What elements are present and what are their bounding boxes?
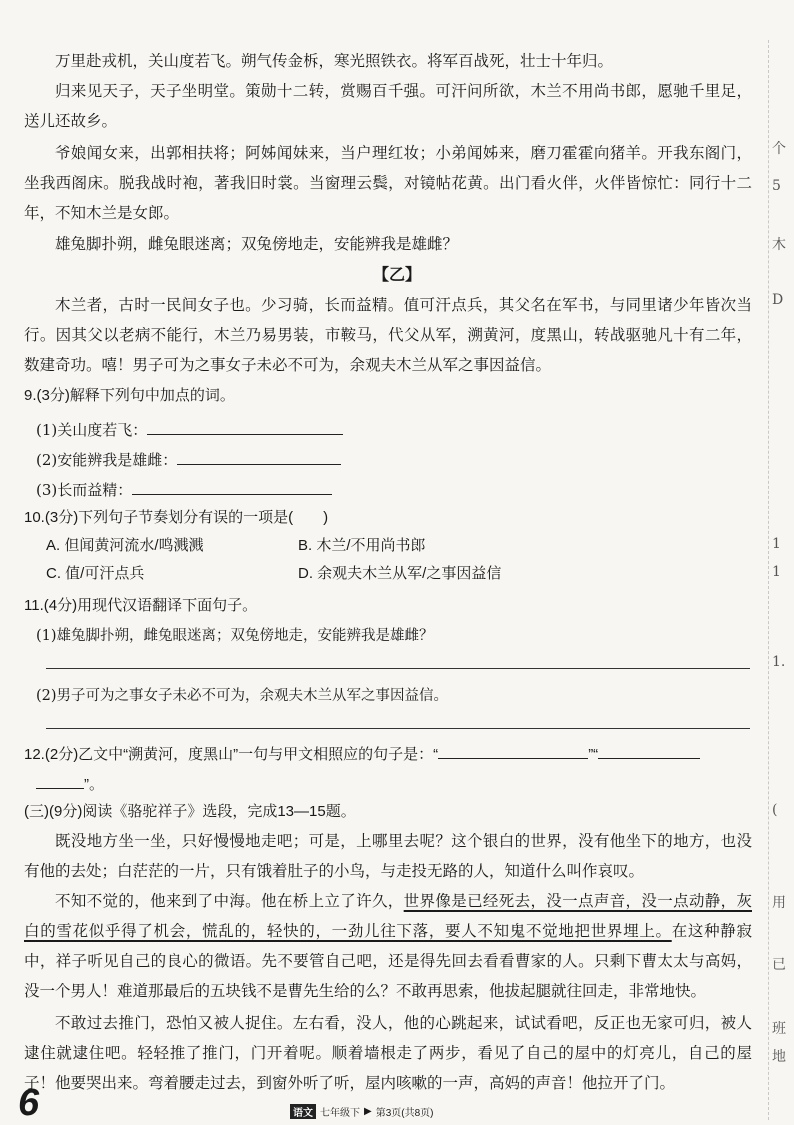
play-icon: ▶ [364, 1106, 372, 1117]
q11-stem: 11.(4分)用现代汉语翻译下面句子。 [24, 597, 258, 614]
section-b-title: 【乙】 [372, 265, 421, 284]
q12-answer-2a[interactable] [598, 742, 700, 759]
margin-char-12: 地 [772, 1049, 786, 1065]
q9-item-3 [36, 478, 332, 500]
section-b-text: 木兰者，古时一民间女子也。少习骑，长而益精。值可汗点兵，其父名在军书，与同里诸少年皆次当行。因其父以老病不能行，木兰乃易男装，市鞍马，代父从军，溯黄河，度黑山，转战驱驰凡十有二年，数建奇功。嘻！男子可为之事女子未必不可为，余观夫木兰从军之事因益信。 [24, 296, 752, 374]
q12-mid-quote: ”“ [588, 746, 599, 763]
q9-answer-1[interactable] [147, 418, 343, 435]
q11-item-2: (2)男子可为之事女子未必不可为，余观夫木兰从军之事因益信。 [36, 688, 449, 704]
margin-char-3: 木 [772, 237, 786, 253]
q12-stem-row [24, 742, 700, 764]
section-c-stem: (三)(9分)阅读《骆驼祥子》选段，完成13—15题。 [24, 803, 356, 820]
q11-answer-line-2[interactable] [46, 728, 750, 729]
q11-item-1: (1)雄兔脚扑朔，雌兔眼迷离；双兔傍地走，安能辨我是雄雌？ [36, 628, 434, 644]
margin-char-10: 已 [772, 957, 786, 973]
q10-stem: 10.(3分)下列句子节奏划分有误的一项是( ) [24, 509, 329, 526]
margin-char-2: 5 [772, 178, 781, 194]
footer [290, 1104, 434, 1119]
margin-char-11: 班 [772, 1021, 786, 1037]
q9-answer-3[interactable] [132, 478, 332, 495]
q10-option-c[interactable]: C. 值/可汗点兵 [46, 565, 145, 582]
section-c-para-2-a: 不知不觉的，他来到了中海。他在桥上立了许久， [55, 892, 404, 910]
margin-char-9: 用 [772, 895, 786, 911]
q12-answer-2b[interactable] [36, 772, 84, 789]
q10-option-a[interactable]: A. 但闻黄河流水/鸣溅溅 [46, 537, 204, 554]
margin-char-5: 1 [772, 536, 781, 552]
q9-item-3-label: (3)长而益精： [36, 481, 133, 499]
q9-item-1-label: (1)关山度若飞： [36, 421, 148, 439]
section-c-para-2 [24, 886, 752, 1006]
q9-stem: 9.(3分)解释下列句中加点的词。 [24, 387, 235, 404]
q9-answer-2[interactable] [177, 448, 341, 465]
q9-item-1 [36, 418, 343, 440]
section-c-para-3: 不敢过去推门，恐怕又被人捉住。左右看，没人，他的心跳起来，试试看吧，反正也无家可归，被人逮住就逮住吧。轻轻推了推门，门开着呢。顺着墙根走了两步，看见了自己的屋中的灯亮儿，自己的屋子！他要哭出来。弯着腰走过去，到窗外听了听，屋内咳嗽的一声，高妈的声音！他拉开了门。 [24, 1014, 752, 1092]
poem-line-4: 雄兔脚扑朔，雌兔眼迷离；双兔傍地走，安能辨我是雄雌？ [55, 235, 459, 253]
poem-line-2: 归来见天子，天子坐明堂。策勋十二转，赏赐百千强。可汗问所欲，木兰不用尚书郎，愿驰千里足，送儿还故乡。 [24, 82, 752, 130]
underlined-sentence: 世界像是已经死去，没一点声音，没一点动静，灰白的雪花似乎得了机会，慌乱的，轻快的，一劲儿往下落，要人不知鬼不觉地把世界埋上。 [24, 892, 752, 940]
q11-answer-line-1[interactable] [46, 668, 750, 669]
q12-stem: 12.(2分)乙文中“溯黄河，度黑山”一句与甲文相照应的句子是：“ [24, 746, 439, 763]
poem-line-1: 万里赴戎机，关山度若飞。朔气传金柝，寒光照铁衣。将军百战死，壮士十年归。 [55, 52, 614, 70]
margin-char-8: ( [772, 802, 778, 818]
margin-char-7: 1. [772, 654, 786, 670]
margin-char-1: 个 [772, 141, 786, 157]
q12-end-quote: ”。 [84, 776, 104, 793]
footer-grade: 七年级下 [320, 1108, 360, 1119]
margin-char-6: 1 [772, 564, 781, 580]
section-c-para-2-b: 在这种静寂中，祥子听见自己的良心的微语。先不要管自己吧，还是得先回去看看曹家的人。只剩下曹太太与高妈，没一个男人！难道那最后的五块钱不是曹先生给的么？不敢再思索，他拔起腿就往回走，非常地快。 [24, 922, 752, 1000]
q12-answer-1[interactable] [438, 742, 588, 759]
footer-page-info: 第3页(共8页) [375, 1108, 434, 1119]
q10-option-d[interactable]: D. 余观夫木兰从军/之事因益信 [298, 565, 502, 582]
footer-subject: 语文 [290, 1104, 316, 1119]
margin-char-4: D [772, 292, 784, 308]
q9-item-2 [36, 448, 341, 470]
fold-line [768, 40, 769, 1120]
q12-row-2 [36, 772, 104, 794]
poem-line-3: 爷娘闻女来，出郭相扶将；阿姊闻妹来，当户理红妆；小弟闻姊来，磨刀霍霍向猪羊。开我东阁门，坐我西阁床。脱我战时袍，著我旧时裳。当窗理云鬓，对镜帖花黄。出门看火伴，火伴皆惊忙：同行十二年，不知木兰是女郎。 [24, 144, 752, 222]
q10-option-b[interactable]: B. 木兰/不用尚书郎 [298, 537, 426, 554]
section-c-para-1: 既没地方坐一坐，只好慢慢地走吧；可是，上哪里去呢？这个银白的世界，没有他坐下的地方，也没有他的去处；白茫茫的一片，只有饿着肚子的小鸟，与走投无路的人，知道什么叫作哀叹。 [24, 832, 752, 880]
page-mark: 6 [18, 1082, 40, 1124]
q9-item-2-label: (2)安能辨我是雄雌： [36, 451, 178, 469]
